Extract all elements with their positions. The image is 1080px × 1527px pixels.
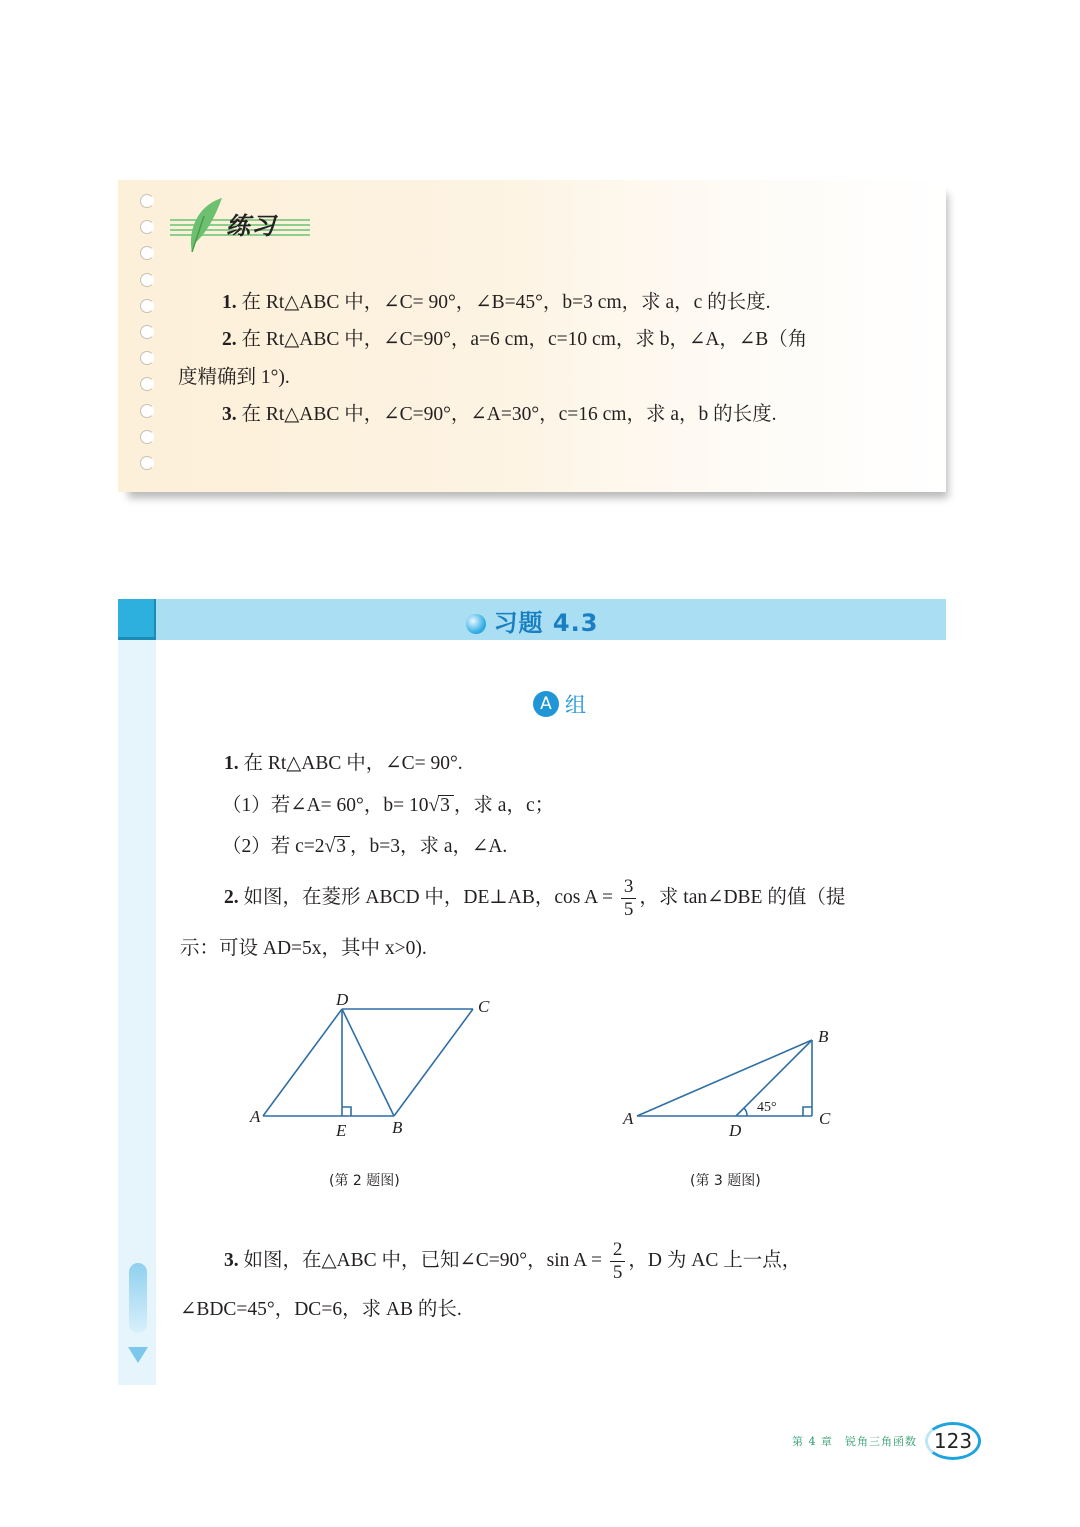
side-AB: [637, 1040, 812, 1116]
segment-DB: [342, 1009, 394, 1116]
sqrt-sign: √: [428, 795, 440, 816]
label-D: D: [729, 1121, 742, 1140]
chapter-label: 第 4 章 锐角三角函数: [792, 1435, 917, 1448]
exercise-title-text: 习题 4.3: [493, 609, 599, 637]
q-text: 在 Rt△ABC 中，∠C=90°，a=6 cm，c=10 cm，求 b，∠A，∠B（角: [241, 329, 808, 350]
figure-3-caption: (第 3 题图): [690, 1173, 761, 1189]
q-text: 在 Rt△ABC 中，∠C= 90°.: [243, 753, 463, 774]
label-B: B: [392, 1118, 403, 1137]
practice-q3: [222, 402, 777, 428]
exercise-q2: [224, 872, 845, 924]
right-angle-mark: [342, 1107, 351, 1116]
exercise-q3: [224, 1235, 801, 1287]
part-text: ，求 a，c；: [453, 795, 555, 816]
q-number: 1.: [222, 292, 237, 313]
group-badge: A: [533, 691, 559, 717]
figure-2-caption: (第 2 题图): [329, 1173, 400, 1189]
page-number: 123: [925, 1422, 981, 1460]
radicand: 3: [438, 795, 454, 816]
exercise-q1: [224, 751, 463, 777]
exercise-q1-part1: [222, 793, 554, 819]
right-angle-mark: [803, 1107, 812, 1116]
sqrt-sign: √: [324, 836, 336, 857]
radicand: 3: [334, 836, 350, 857]
numerator: 2: [610, 1239, 626, 1262]
practice-heading: [170, 192, 320, 252]
practice-title: 练习: [226, 212, 276, 240]
practice-q1: [222, 290, 771, 316]
q-text: ，D 为 AC 上一点，: [628, 1250, 802, 1271]
q-number: 3.: [224, 1250, 239, 1271]
part-text: ，b=3，求 a，∠A.: [349, 836, 508, 857]
scroll-down-arrow-icon[interactable]: [128, 1347, 148, 1363]
exercise-q2-cont: 示：可设 AD=5x，其中 x>0).: [180, 938, 427, 959]
group-label: 组: [565, 693, 586, 717]
q-number: 3.: [222, 404, 237, 425]
figure-3-triangle: [615, 1020, 845, 1145]
exercise-q3-cont: ∠BDC=45°，DC=6，求 AB 的长.: [180, 1299, 462, 1320]
exercise-q1-part2: [222, 834, 507, 860]
q-text: 在 Rt△ABC 中，∠C=90°，∠A=30°，c=16 cm，求 a，b 的长度.: [241, 404, 777, 425]
denominator: 5: [623, 899, 634, 921]
label-D: D: [336, 990, 349, 1009]
part-text: （1）若∠A= 60°，b= 10: [222, 795, 429, 816]
label-E: E: [336, 1121, 347, 1140]
practice-q2-cont: 度精确到 1°).: [178, 367, 290, 388]
q-number: 1.: [224, 753, 239, 774]
label-C: C: [478, 997, 490, 1016]
page-footer: [792, 1422, 981, 1460]
scroll-thumb[interactable]: [129, 1263, 147, 1333]
denominator: 5: [612, 1262, 623, 1284]
q-number: 2.: [224, 887, 239, 908]
q-text: 如图，在菱形 ABCD 中，DE⊥AB，cos A =: [243, 887, 614, 908]
globe-icon: [466, 614, 486, 634]
angle-label: 45°: [757, 1100, 777, 1115]
exercise-header: [118, 599, 946, 640]
q-text: 在 Rt△ABC 中，∠C= 90°，∠B=45°，b=3 cm，求 a，c 的长度.: [241, 292, 771, 313]
angle-arc: [744, 1108, 747, 1116]
numerator: 3: [621, 876, 637, 899]
q-text: 如图，在△ABC 中，已知∠C=90°，sin A =: [243, 1250, 603, 1271]
binder-holes: [140, 194, 154, 482]
side-AD: [263, 1009, 342, 1116]
figure-2-rhombus: [240, 985, 510, 1150]
side-BC: [394, 1009, 473, 1116]
q-number: 2.: [222, 329, 237, 350]
group-a-heading: [533, 690, 586, 718]
part-text: （2）若 c=2: [222, 836, 325, 857]
label-A: A: [623, 1109, 634, 1128]
practice-card: [118, 180, 946, 492]
q-text: ，求 tan∠DBE 的值（提: [639, 887, 846, 908]
label-B: B: [818, 1027, 829, 1046]
label-A: A: [250, 1107, 261, 1126]
fraction: [610, 1239, 626, 1284]
exercise-title: [118, 603, 946, 638]
practice-q2: [222, 327, 807, 353]
label-C: C: [819, 1109, 831, 1128]
fraction: [621, 876, 637, 921]
